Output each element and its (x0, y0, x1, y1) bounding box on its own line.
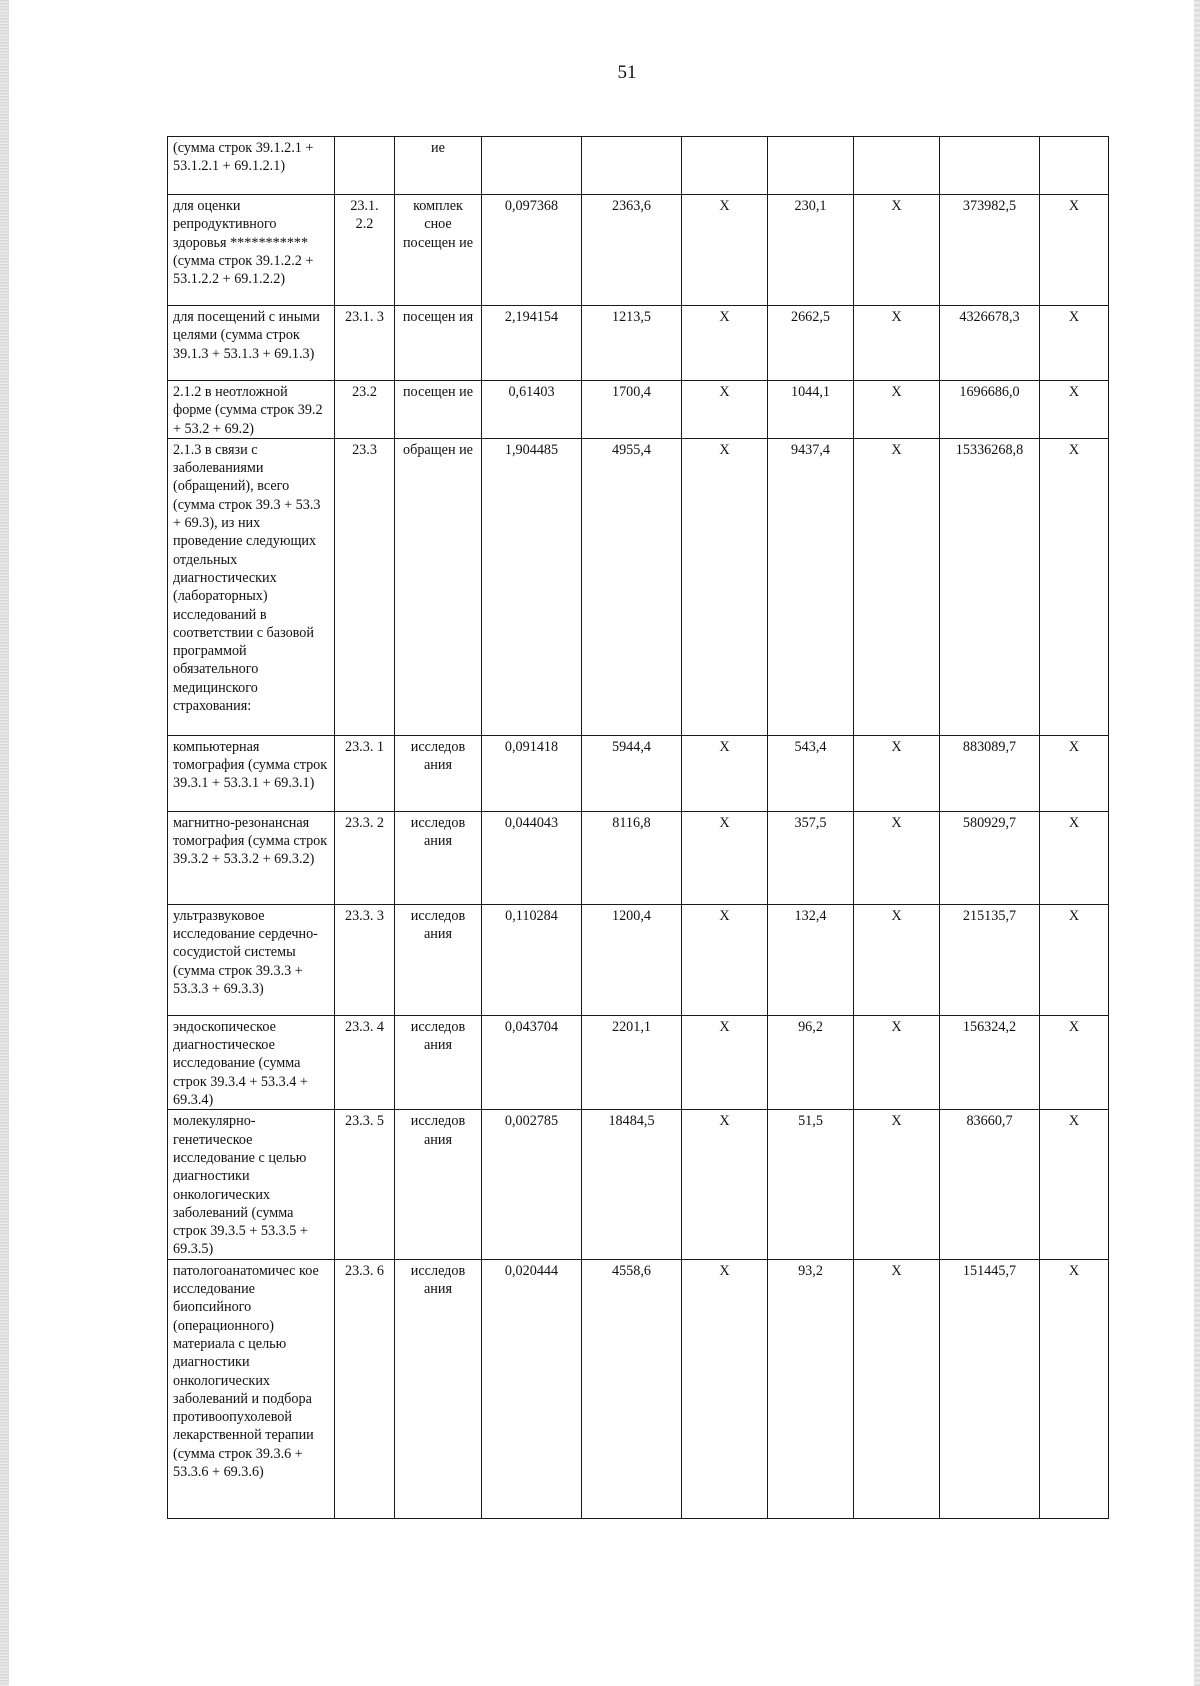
cell-per-capita: 93,2 (768, 1259, 854, 1518)
cell-name: 2.1.3 в связи с заболеваниями (обращений), всего (сумма строк 39.3 + 53.3 + 69.3), из них проведение следующих отдельных диагностических (лабораторных) исследований в соответствии с базовой программой обязательного медицинского страхования: (168, 438, 335, 735)
table-row (168, 1259, 1109, 1518)
page-number: 51 (617, 62, 637, 83)
cell-total: 151445,7 (940, 1259, 1040, 1518)
cell-name: 2.1.2 в неотложной форме (сумма строк 39.2 + 53.2 + 69.2) (168, 381, 335, 439)
cell-unit: исследов ания (395, 904, 482, 1015)
cell-x: X (1040, 438, 1109, 735)
cell-x: X (1040, 904, 1109, 1015)
cell-volume: 0,002785 (482, 1110, 582, 1259)
cell-cost: 2363,6 (582, 195, 682, 306)
cell-code: 23.3. 6 (335, 1259, 395, 1518)
cell-unit: исследов ания (395, 1110, 482, 1259)
cell-x (1040, 137, 1109, 195)
cell-name: молекулярно-генетическое исследование с целью диагностики онкологических заболеваний (сумма строк 39.3.5 + 53.3.5 + 69.3.5) (168, 1110, 335, 1259)
cell-x (682, 137, 768, 195)
table-row (168, 1015, 1109, 1109)
table-row (168, 195, 1109, 306)
cell-total: 215135,7 (940, 904, 1040, 1015)
cell-name: эндоскопическое диагностическое исследование (сумма строк 39.3.4 + 53.3.4 + 69.3.4) (168, 1015, 335, 1109)
cell-x: X (1040, 195, 1109, 306)
cell-x: X (682, 381, 768, 439)
cell-unit: обращен ие (395, 438, 482, 735)
cell-cost: 4558,6 (582, 1259, 682, 1518)
cell-volume (482, 137, 582, 195)
cell-unit: исследов ания (395, 811, 482, 904)
cell-x: X (682, 735, 768, 811)
cell-unit: исследов ания (395, 1015, 482, 1109)
cell-cost: 4955,4 (582, 438, 682, 735)
cell-per-capita: 357,5 (768, 811, 854, 904)
cell-cost: 1213,5 (582, 306, 682, 381)
cell-x: X (854, 735, 940, 811)
cell-code: 23.3. 3 (335, 904, 395, 1015)
cell-per-capita: 2662,5 (768, 306, 854, 381)
cell-code: 23.1. 2.2 (335, 195, 395, 306)
table-row (168, 1110, 1109, 1259)
cell-x: X (854, 1110, 940, 1259)
cell-x: X (854, 381, 940, 439)
cell-cost: 1700,4 (582, 381, 682, 439)
cell-x: X (682, 1015, 768, 1109)
cell-x: X (1040, 811, 1109, 904)
cell-volume: 1,904485 (482, 438, 582, 735)
data-table (167, 136, 1109, 1519)
cell-x: X (682, 1110, 768, 1259)
cell-per-capita: 9437,4 (768, 438, 854, 735)
cell-total: 83660,7 (940, 1110, 1040, 1259)
cell-unit: исследов ания (395, 735, 482, 811)
table-row (168, 306, 1109, 381)
cell-per-capita (768, 137, 854, 195)
cell-code: 23.2 (335, 381, 395, 439)
cell-x: X (1040, 306, 1109, 381)
cell-volume: 0,61403 (482, 381, 582, 439)
cell-name: для посещений с иными целями (сумма строк 39.1.3 + 53.1.3 + 69.1.3) (168, 306, 335, 381)
cell-x: X (854, 811, 940, 904)
cell-x: X (682, 195, 768, 306)
cell-name: для оценки репродуктивного здоровья *********** (сумма строк 39.1.2.2 + 53.1.2.2 + 69.1.2.2) (168, 195, 335, 306)
cell-name: патологоанатомичес кое исследование биопсийного (операционного) материала с целью диагностики онкологических заболеваний и подбора противоопухолевой лекарственной терапии (сумма строк 39.3.6 + 53.3.6 + 69.3.6) (168, 1259, 335, 1518)
cell-volume: 0,091418 (482, 735, 582, 811)
cell-x: X (682, 904, 768, 1015)
cell-x: X (854, 438, 940, 735)
cell-volume: 0,044043 (482, 811, 582, 904)
table-row (168, 438, 1109, 735)
cell-x (854, 137, 940, 195)
cell-code: 23.3. 2 (335, 811, 395, 904)
cell-code (335, 137, 395, 195)
cell-unit: посещен ия (395, 306, 482, 381)
cell-total: 156324,2 (940, 1015, 1040, 1109)
scan-edge-right (1194, 0, 1200, 1686)
cell-code: 23.1. 3 (335, 306, 395, 381)
table-row (168, 811, 1109, 904)
cell-x: X (1040, 1110, 1109, 1259)
cell-x: X (854, 904, 940, 1015)
cell-volume: 2,194154 (482, 306, 582, 381)
cell-name: компьютерная томография (сумма строк 39.3.1 + 53.3.1 + 69.3.1) (168, 735, 335, 811)
cell-name: магнитно-резонансная томография (сумма строк 39.3.2 + 53.3.2 + 69.3.2) (168, 811, 335, 904)
cell-per-capita: 51,5 (768, 1110, 854, 1259)
cell-unit: ие (395, 137, 482, 195)
cell-total: 373982,5 (940, 195, 1040, 306)
cell-per-capita: 230,1 (768, 195, 854, 306)
cell-unit: исследов ания (395, 1259, 482, 1518)
cell-name: ультразвуковое исследование сердечно-сосудистой системы (сумма строк 39.3.3 + 53.3.3 + 69.3.3) (168, 904, 335, 1015)
cell-cost (582, 137, 682, 195)
cell-x: X (1040, 1259, 1109, 1518)
cell-cost: 1200,4 (582, 904, 682, 1015)
cell-unit: посещен ие (395, 381, 482, 439)
cell-x: X (682, 438, 768, 735)
cell-cost: 2201,1 (582, 1015, 682, 1109)
cell-x: X (682, 306, 768, 381)
cell-cost: 18484,5 (582, 1110, 682, 1259)
cell-code: 23.3. 1 (335, 735, 395, 811)
cell-per-capita: 132,4 (768, 904, 854, 1015)
table-row (168, 381, 1109, 439)
cell-volume: 0,020444 (482, 1259, 582, 1518)
cell-code: 23.3. 4 (335, 1015, 395, 1109)
cell-volume: 0,043704 (482, 1015, 582, 1109)
cell-x: X (854, 1259, 940, 1518)
cell-total: 580929,7 (940, 811, 1040, 904)
cell-total: 15336268,8 (940, 438, 1040, 735)
cell-x: X (854, 1015, 940, 1109)
cell-volume: 0,110284 (482, 904, 582, 1015)
cell-name: (сумма строк 39.1.2.1 + 53.1.2.1 + 69.1.2.1) (168, 137, 335, 195)
cell-x: X (682, 1259, 768, 1518)
cell-cost: 8116,8 (582, 811, 682, 904)
table-row (168, 904, 1109, 1015)
cell-x: X (854, 306, 940, 381)
cell-unit: комплек сное посещен ие (395, 195, 482, 306)
cell-total: 883089,7 (940, 735, 1040, 811)
cell-per-capita: 543,4 (768, 735, 854, 811)
cell-total: 1696686,0 (940, 381, 1040, 439)
cell-per-capita: 96,2 (768, 1015, 854, 1109)
cell-x: X (1040, 381, 1109, 439)
cell-code: 23.3. 5 (335, 1110, 395, 1259)
cell-cost: 5944,4 (582, 735, 682, 811)
cell-x: X (1040, 1015, 1109, 1109)
cell-x: X (1040, 735, 1109, 811)
cell-x: X (854, 195, 940, 306)
cell-total (940, 137, 1040, 195)
cell-code: 23.3 (335, 438, 395, 735)
table-row (168, 735, 1109, 811)
cell-x: X (682, 811, 768, 904)
cell-per-capita: 1044,1 (768, 381, 854, 439)
table-row (168, 137, 1109, 195)
cell-total: 4326678,3 (940, 306, 1040, 381)
scan-edge-left (0, 0, 9, 1686)
cell-volume: 0,097368 (482, 195, 582, 306)
